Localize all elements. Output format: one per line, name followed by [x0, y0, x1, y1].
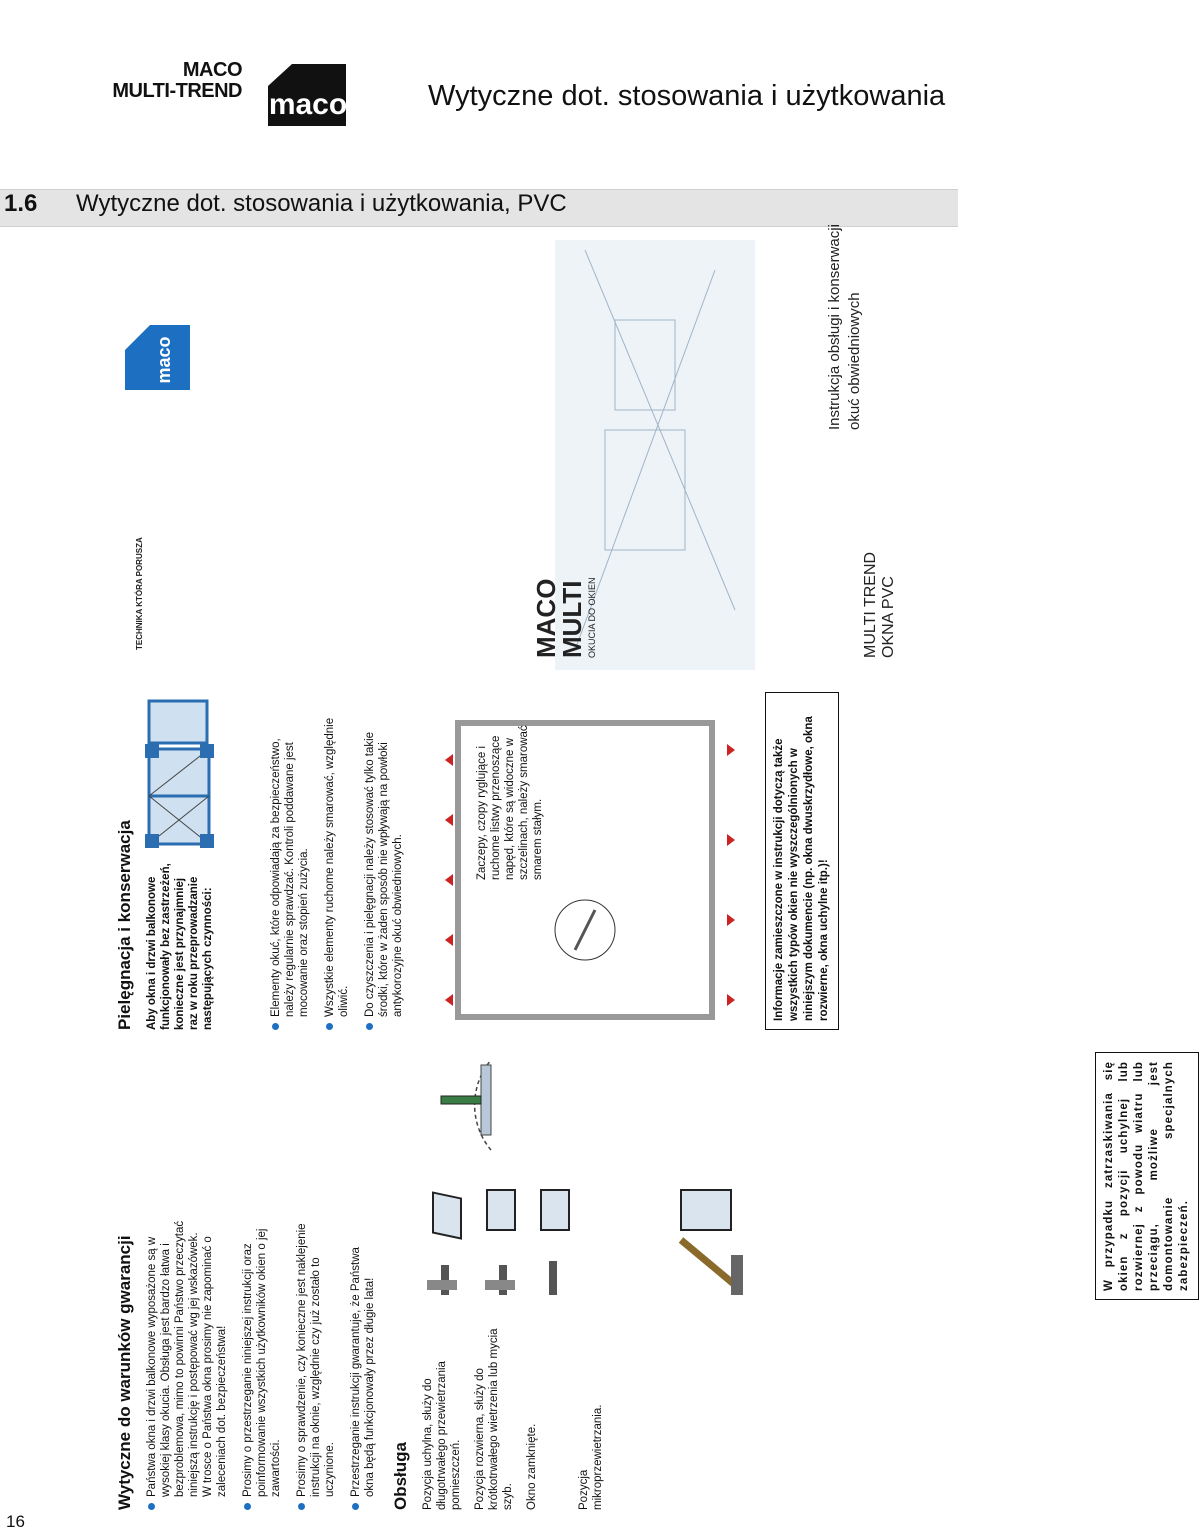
- handle-turn-icon: [485, 1190, 515, 1295]
- position-micro-text: Pozycja mikroprzewietrzania.: [578, 1404, 604, 1510]
- position-turn-text: Pozycja rozwierna, służy do krótkotrwałego wietrzenia lub mycia szyb.: [474, 1328, 514, 1510]
- care-bullet-text: Do czyszczenia i pielęgnacji należy stosować tylko takie środki, które w żaden sposób nie wpływają na powłoki antykorozyjne okuć obwiedniowych.: [364, 731, 404, 1017]
- warranty-bullet-text-extra: W trosce o Państwa okna prosimy nie zapominać o zaleceniach dot. bezpieczeństwa!: [202, 1236, 228, 1497]
- bullet-dot-icon: [148, 1503, 155, 1510]
- window-frame-diagram: [145, 698, 255, 848]
- operation-heading: Obsługa: [391, 1441, 410, 1510]
- handle-micro-icon: [681, 1190, 743, 1295]
- warranty-bullet-text: Prosimy o przestrzeganie niniejszej instrukcji oraz poinformowanie wszystkich użytkowników okien o jej zawartości.: [242, 1228, 282, 1497]
- brochure-footer-line2: OKNA PVC: [880, 576, 897, 658]
- bullet-dot-icon: [244, 1503, 251, 1510]
- hardware-lubrication-note: Zaczepy, czopy ryglujące i ruchome listwy przenoszące napęd, które są widoczne w szczelinach, należy smarować smarem stałym.: [476, 725, 544, 880]
- warranty-bullet-text: Przestrzeganie instrukcji gwarantuje, że Państwa okna będą funkcjonowały przez długie lata!: [350, 1247, 376, 1497]
- care-bullet-text: Elementy okuć, które odpowiadają za bezpieczeństwo, należy regularnie sprawdzać. Kontroli poddawane jest mocowanie oraz stopień zużycia.: [270, 738, 310, 1017]
- care-bullet: [269, 710, 311, 1030]
- care-bullet: [323, 710, 351, 1030]
- warranty-bullet: [241, 1220, 283, 1510]
- bullet-dot-icon: [298, 1503, 305, 1510]
- care-bullet: [363, 710, 405, 1030]
- brochure-cover-image: [115, 224, 897, 670]
- section-title: Wytyczne dot. stosowania i użytkowania, PVC: [76, 190, 567, 217]
- column-warranty-operation: [115, 1050, 1190, 1510]
- svg-text:maco: maco: [154, 336, 174, 384]
- bullet-dot-icon: [272, 1023, 279, 1030]
- care-intro: Aby okna i drzwi balkonowe funkcjonowały bez zastrzeżeń, konieczne jest przynajmniej raz w roku przeprowadzanie następujących czynności:: [146, 863, 214, 1030]
- position-tilt-text: Pozycja uchylna, służy do długotrwałego przewietrzania pomieszczeń.: [422, 1361, 462, 1510]
- handle-positions-diagram: [421, 1050, 761, 1300]
- brochure-brand2: MULTI: [557, 580, 587, 658]
- brochure-title-line1: Instrukcja obsługi i konserwacji: [826, 224, 843, 430]
- window-closed-icon: [541, 1190, 569, 1295]
- brand-line-maco: MACO: [182, 59, 242, 81]
- info-box: Informacje zamieszczone w instrukcji dotyczą także wszystkich typów okien nie wyszczególnionych w niniejszym dokumencie (np. okna dwuskrzydłowe, okna rozwierne, okna uchylne itp.)!: [765, 692, 839, 1030]
- brochure-brand: MACO: [531, 578, 561, 658]
- section-number: 1.6: [4, 190, 38, 217]
- brochure-title-line2: okuć obwiedniowych: [846, 292, 863, 430]
- brochure-tagline: TECHNIKA KTÓRA PORUSZA: [135, 537, 144, 650]
- bullet-dot-icon: [326, 1023, 333, 1030]
- warranty-bullet: [145, 1220, 229, 1510]
- maco-logo: [268, 64, 346, 126]
- column-care: [115, 690, 830, 1030]
- warranty-bullet: [349, 1220, 377, 1510]
- page-number: 16: [6, 1512, 25, 1531]
- position-closed-text: Okno zamknięte.: [526, 1423, 538, 1510]
- brochure-sub: OKUCIA DO OKIEN: [587, 577, 597, 658]
- rotated-page-body: [115, 224, 1190, 1510]
- brochure-footer-line1: MULTI TREND: [862, 551, 879, 658]
- warranty-bullet: [295, 1220, 337, 1510]
- handle-tilt-icon: [427, 1193, 461, 1295]
- svg-text:maco: maco: [268, 88, 348, 121]
- warranty-bullet-text: Państwa okna i drzwi balkonowe wyposażone są w wysokiej klasy okucia. Obsługa jest bardzo łatwa i bezproblemowa, mimo to powinni Państwo przeczytać niniejszą instrukcję i postępować wg jej wskazówek.: [146, 1220, 200, 1497]
- wind-warning-box: W przypadku zatrzaskiwania się okien z pozycji uchylnej lub rozwiernej z powodu wiatru lub przeciągu, możliwe jest domontowanie specjalnych zabezpieczeń.: [1095, 1052, 1199, 1300]
- care-heading: Pielęgnacja i konserwacja: [115, 820, 134, 1030]
- page-header-title: Wytyczne dot. stosowania i użytkowania: [428, 80, 946, 112]
- warranty-bullet-text: Prosimy o sprawdzenie, czy konieczne jest naklejenie instrukcji na oknie, względnie czy już zostało to uczynione.: [296, 1223, 336, 1497]
- bullet-dot-icon: [352, 1503, 359, 1510]
- operation-positions: [421, 1050, 761, 1510]
- brand-line-multitrend: MULTI-TREND: [112, 80, 242, 102]
- care-bullet-text: Wszystkie elementy ruchome należy smarować, względnie oliwić.: [324, 717, 350, 1017]
- brand-wordmark: [112, 60, 242, 102]
- handle-rotation-arc-icon: [441, 1060, 491, 1150]
- warranty-heading: Wytyczne do warunków gwarancji: [115, 1235, 134, 1510]
- bullet-dot-icon: [366, 1023, 373, 1030]
